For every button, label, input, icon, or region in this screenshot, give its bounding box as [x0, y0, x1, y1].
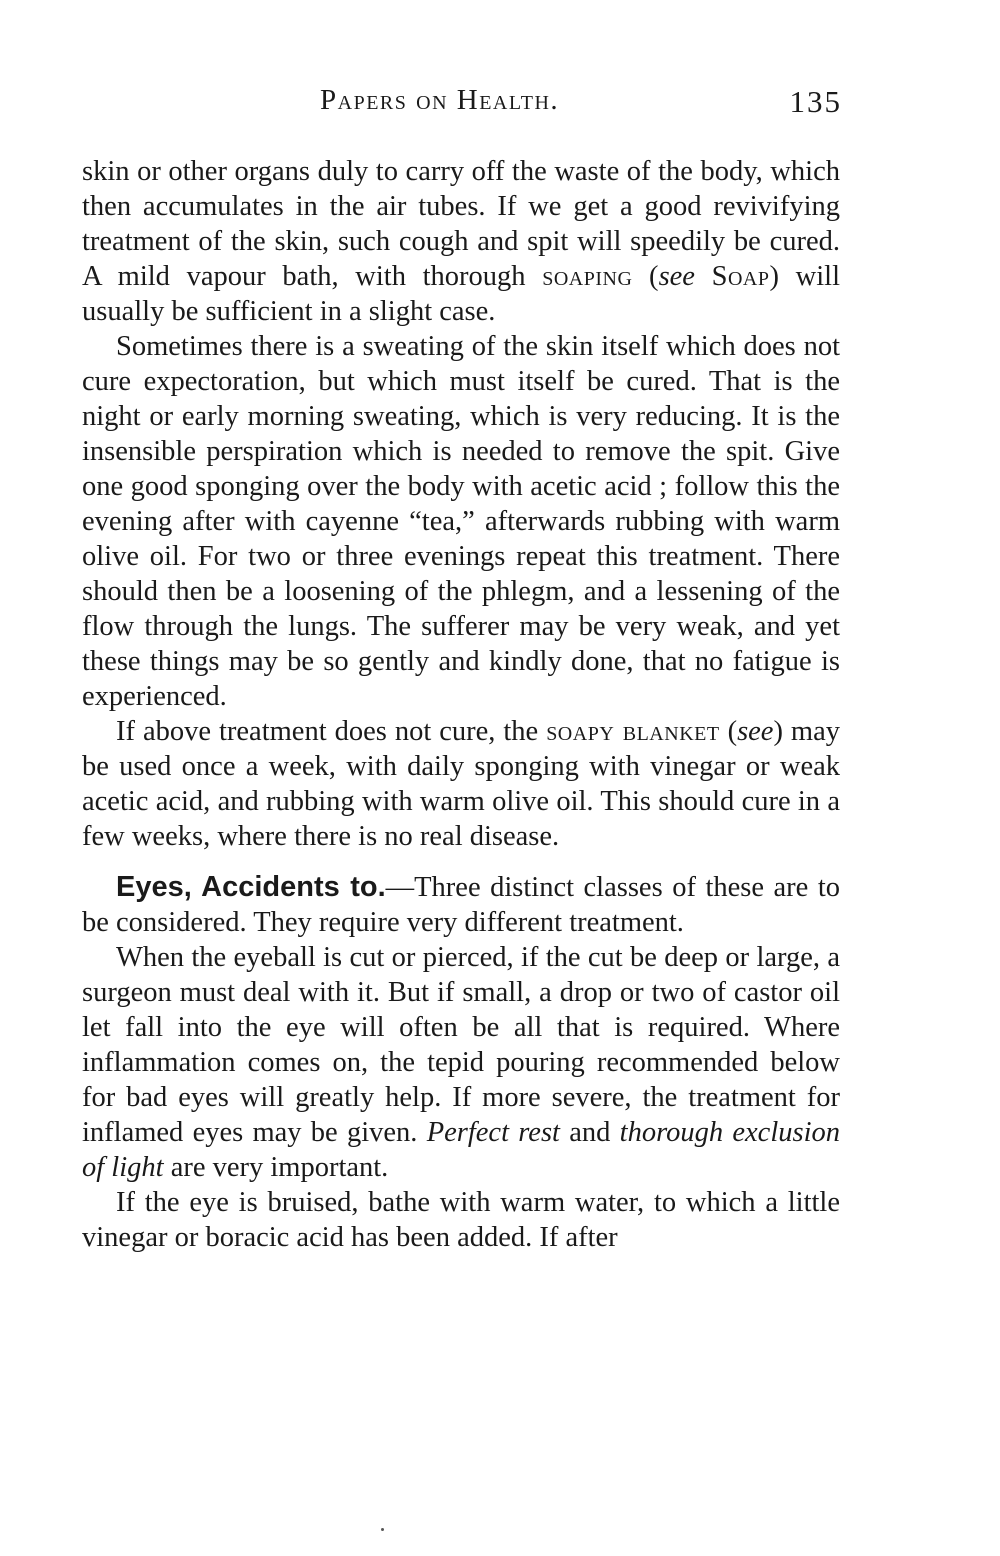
paragraph-1 — [82, 154, 840, 329]
running-title: Papers on Health. — [320, 84, 560, 116]
italic-run: see — [737, 716, 774, 747]
italic-run: see — [658, 261, 695, 292]
text-run: ( — [632, 261, 659, 292]
paragraph-6: If the eye is bruised, bathe with warm water, to which a little vinegar or boracic acid has been added. If after — [82, 1187, 840, 1253]
text-run: —Three distinct classes of these are to be considered. They require very different treatment. — [82, 872, 840, 938]
entry-heading: Eyes, Accidents to. — [116, 871, 386, 903]
italic-run: Perfect rest — [426, 1117, 560, 1148]
text-run: If above treatment does not cure, the — [116, 716, 547, 747]
text-run: and — [559, 1117, 620, 1148]
text-run: When the eyeball is cut or pierced, if the cut be deep or large, a surgeon must deal with it. But if small, a drop or two of castor oil let fall into the eye will often be all that is required. Where inflammation comes on, the tepid pouring recommended below for bad eyes will greatly help. If more severe, the treatment for inflamed eyes may be given. — [82, 942, 840, 1148]
page-number: 135 — [789, 84, 842, 119]
paragraph-3 — [82, 714, 840, 854]
paragraph-5 — [82, 940, 840, 1185]
paragraph-2: Sometimes there is a sweating of the skin itself which does not cure expectoration, but which must itself be cured. That is the night or early morning sweating, which is very reducing. It is the insensible perspiration which is needed to remove the spit. Give one good sponging over the body with acetic acid ; follow this the evening after with cayenne “tea,” afterwards rubbing with warm olive oil. For two or three evenings repeat this treatment. There should then be a loosening of the phlegm, and a lessening of the flow through the lungs. The sufferer may be very weak, and yet these things may be so gently and kindly done, that no fatigue is experienced. — [82, 331, 840, 712]
small-caps-run: soaping — [542, 261, 633, 292]
body-text — [82, 154, 840, 1255]
ink-speck — [381, 1528, 384, 1531]
paragraph-4 — [82, 870, 840, 940]
small-caps-run: Soap — [711, 261, 770, 292]
text-run: skin or other organs duly to carry off the waste of the body, which then accumulates in the air tubes. If we get a good revivifying treatment of the skin, such cough and spit will speedily be cured. A mild vapour bath, with thorough — [82, 156, 840, 292]
text-run: ( — [719, 716, 738, 747]
small-caps-run: soapy blanket — [546, 716, 720, 747]
running-head — [82, 84, 842, 124]
text-run: are very important. — [163, 1152, 389, 1183]
italic-run: thorough exclusion of light — [82, 1117, 841, 1183]
text-run: ) may be used once a week, with daily sponging with vinegar or weak acetic acid, and rubbing with warm olive oil. This should cure in a few weeks, where there is no real disease. — [82, 716, 840, 852]
text-run — [695, 261, 712, 292]
text-run: ) will usually be sufficient in a slight case. — [82, 261, 840, 327]
